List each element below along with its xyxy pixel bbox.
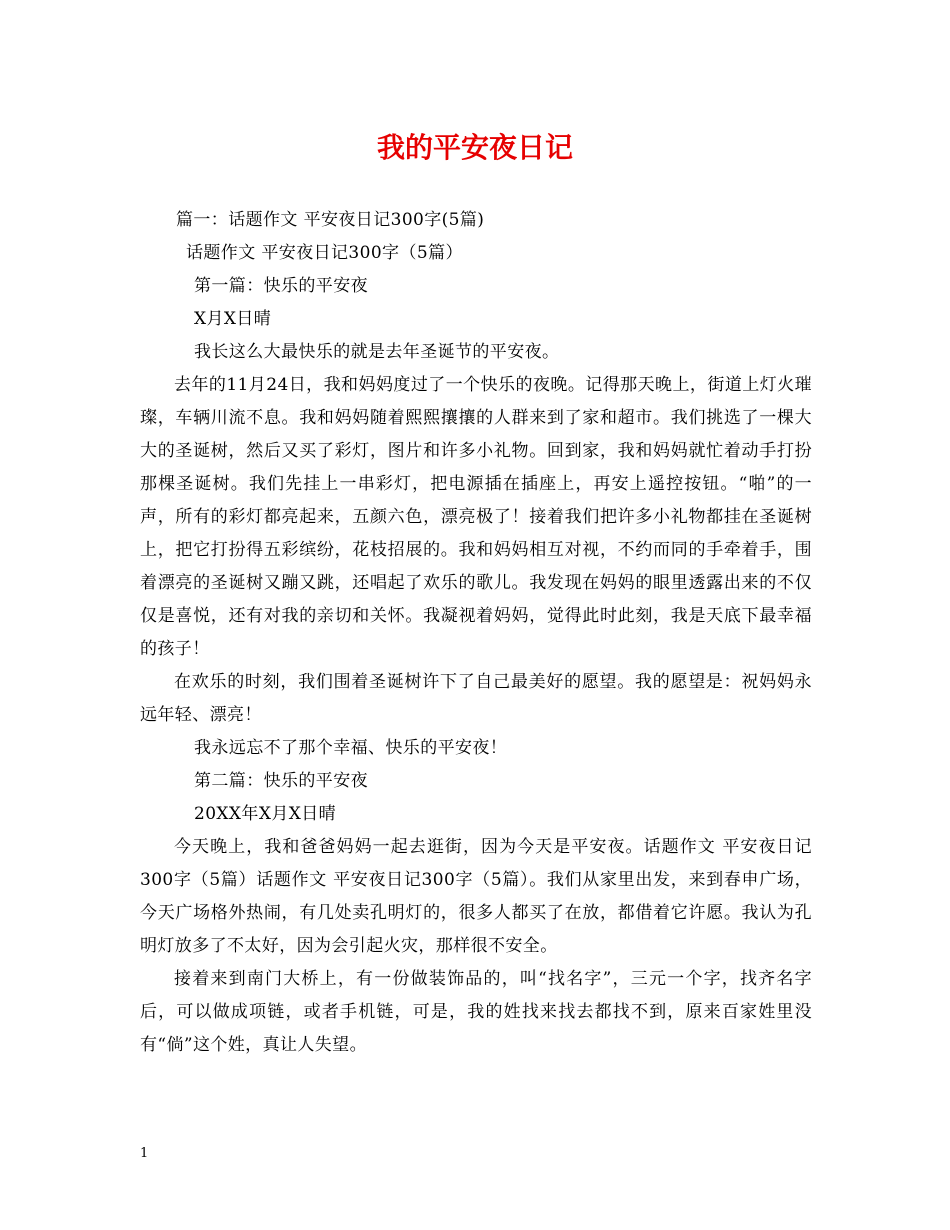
- paragraph: 我永远忘不了那个幸福、快乐的平安夜！: [194, 738, 508, 758]
- document-title: 我的平安夜日记: [376, 131, 573, 164]
- section-title-2: 第二篇：快乐的平安夜: [194, 771, 368, 791]
- date-line-1: X月X日晴: [194, 309, 272, 329]
- paragraph: 在欢乐的时刻，我们围着圣诞树许下了自己最美好的愿望。我的愿望是：祝妈妈永远年轻、漂亮！: [140, 672, 812, 725]
- page-number: 1: [140, 1146, 149, 1161]
- paragraph: 去年的11月24日，我和妈妈度过了一个快乐的夜晚。记得那天晚上，街道上灯火璀璨，车辆川流不息。我和妈妈随着熙熙攘攘的人群来到了家和超市。我们挑选了一棵大大的圣诞树，然后又买了彩灯，图片和许多小礼物。回到家，我和妈妈就忙着动手打扮那棵圣诞树。我们先挂上一串彩灯，把电源插在插座上，再安上遥控按钮。“啪”的一声，所有的彩灯都亮起来，五颜六色，漂亮极了！接着我们把许多小礼物都挂在圣诞树上，把它打扮得五彩缤纷，花枝招展的。我和妈妈相互对视，不约而同的手牵着手，围着漂亮的圣诞树又蹦又跳，还唱起了欢乐的歌儿。我发现在妈妈的眼里透露出来的不仅仅是喜悦，还有对我的亲切和关怀。我凝视着妈妈，觉得此时此刻，我是天底下最幸福的孩子！: [140, 375, 812, 659]
- heading-line-1: 篇一：话题作文 平安夜日记300字(5篇): [176, 210, 485, 230]
- document-body: [140, 204, 812, 1062]
- heading-line-2: 话题作文 平安夜日记300字（5篇）: [186, 243, 463, 263]
- paragraph: 接着来到南门大桥上，有一份做装饰品的，叫“找名字”，三元一个字，找齐名字后，可以做成项链，或者手机链，可是，我的姓找来找去都找不到，原来百家姓里没有“倘”这个姓，真让人失望。: [140, 969, 812, 1055]
- paragraph: 我长这么大最快乐的就是去年圣诞节的平安夜。: [194, 342, 560, 362]
- paragraph: 今天晚上，我和爸爸妈妈一起去逛街，因为今天是平安夜。话题作文 平安夜日记300字（5篇）话题作文 平安夜日记300字（5篇）。我们从家里出发，来到春申广场，今天广场格外热闹，有几处卖孔明灯的，很多人都买了在放，都借着它许愿。我认为孔明灯放多了不太好，因为会引起火灾，那样很不安全。: [140, 837, 812, 956]
- section-title-1: 第一篇：快乐的平安夜: [194, 276, 368, 296]
- date-line-2: 20XX年X月X日晴: [194, 804, 337, 824]
